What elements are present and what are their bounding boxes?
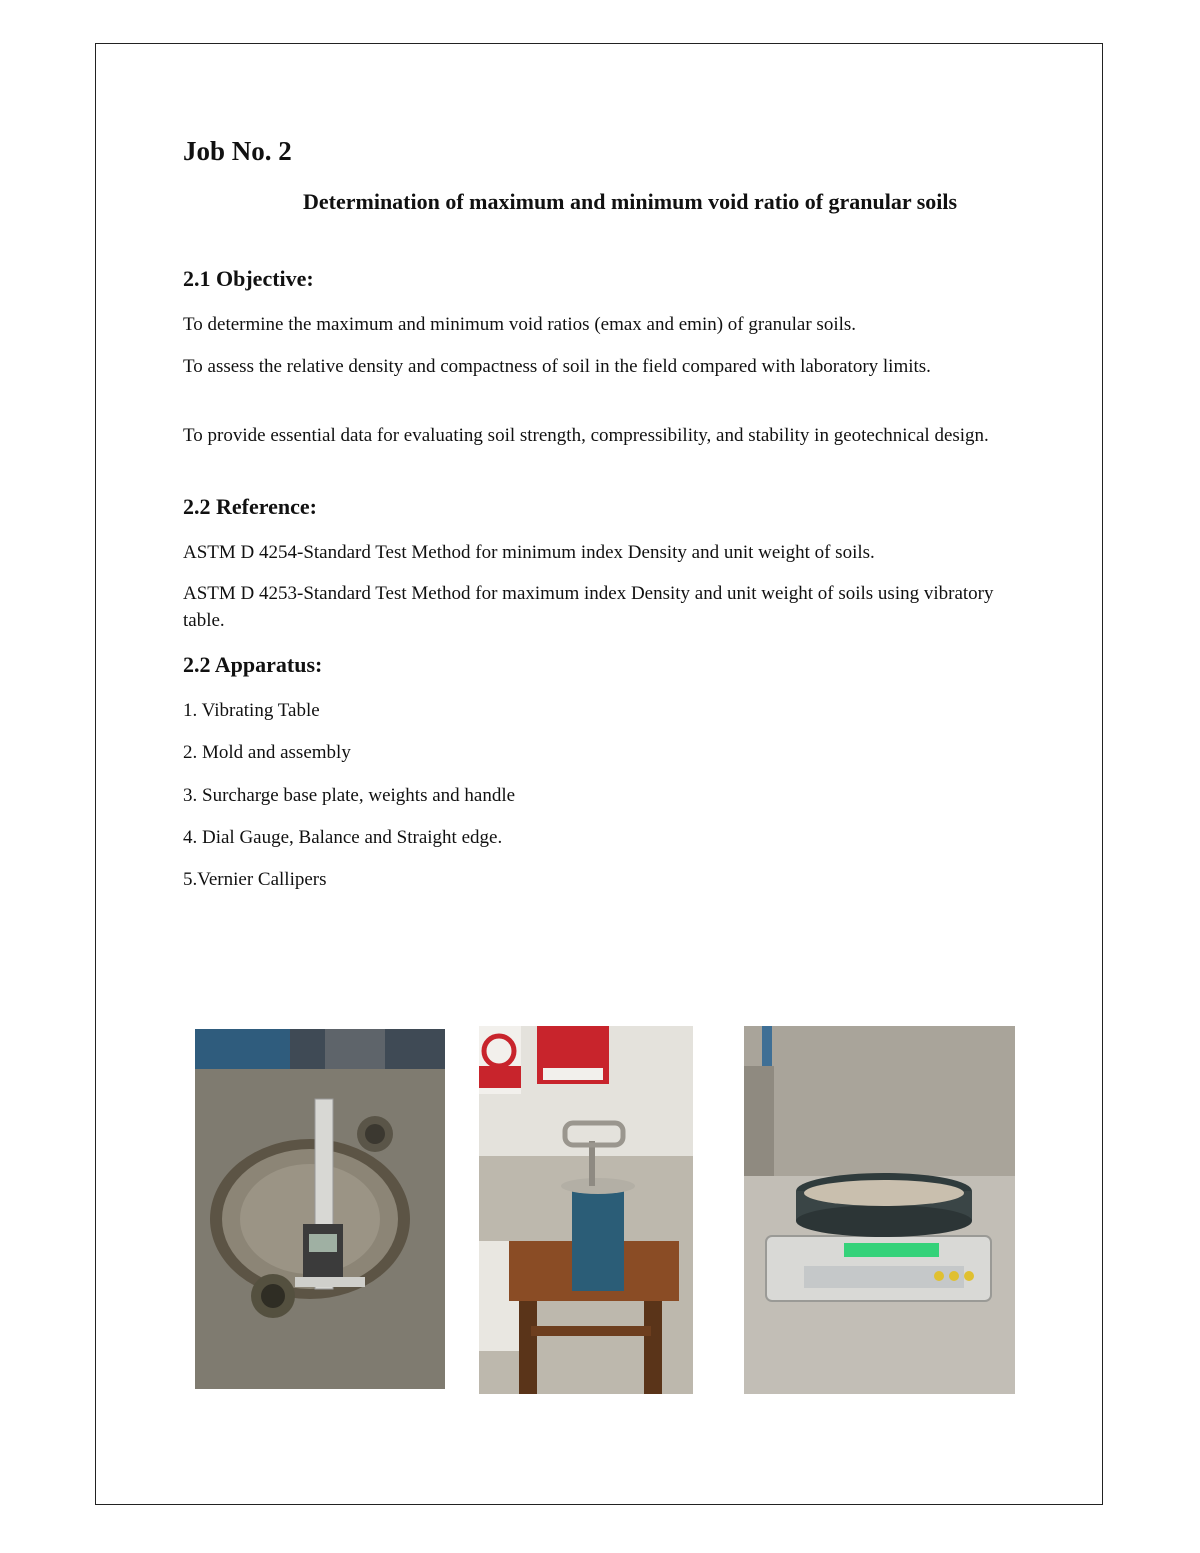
apparatus-item: 3. Surcharge base plate, weights and handle <box>183 785 516 806</box>
apparatus-item: 1. Vibrating Table <box>183 700 320 721</box>
photo-vernier-calliper <box>195 1029 445 1389</box>
objective-paragraph: To determine the maximum and minimum void ratios (emax and emin) of granular soils. <box>183 314 857 335</box>
objective-paragraph: To assess the relative density and compactness of soil in the field compared with laboratory limits. <box>183 356 931 377</box>
apparatus-heading: 2.2 Apparatus: <box>183 652 323 677</box>
reference-item: ASTM D 4253-Standard Test Method for maximum index Density and unit weight of soils using vibratory table. <box>183 583 994 631</box>
photo-mold-assembly <box>479 1026 693 1394</box>
document-title: Determination of maximum and minimum void ratio of granular soils <box>303 189 958 214</box>
objective-paragraph: To provide essential data for evaluating soil strength, compressibility, and stability in geotechnical design. <box>183 425 989 446</box>
job-title: Job No. 2 <box>183 136 292 166</box>
apparatus-item: 4. Dial Gauge, Balance and Straight edge. <box>183 827 503 848</box>
reference-item: ASTM D 4254-Standard Test Method for minimum index Density and unit weight of soils. <box>183 542 875 563</box>
apparatus-item: 2. Mold and assembly <box>183 742 351 763</box>
objective-heading: 2.1 Objective: <box>183 266 314 291</box>
photo-weighing-balance <box>744 1026 1015 1394</box>
reference-heading: 2.2 Reference: <box>183 494 317 519</box>
apparatus-item: 5.Vernier Callipers <box>183 869 327 890</box>
